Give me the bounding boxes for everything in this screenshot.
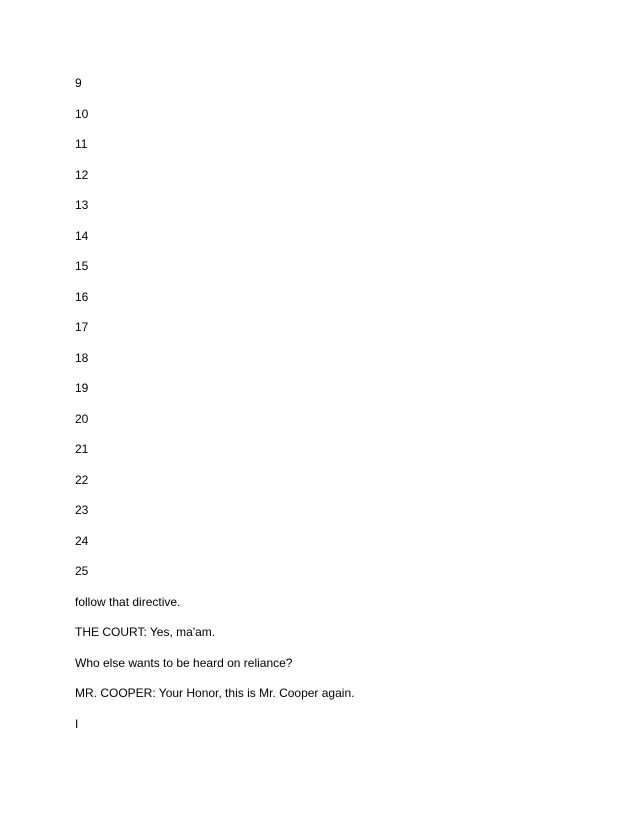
line-number-9: 9: [75, 76, 82, 90]
line-number-20: 20: [75, 412, 89, 426]
line-number-21: 21: [75, 442, 89, 456]
transcript-text-line: I: [75, 717, 79, 731]
line-number-22: 22: [75, 473, 89, 487]
line-number-17: 17: [75, 320, 89, 334]
line-number-12: 12: [75, 168, 89, 182]
transcript-text-line: Who else wants to be heard on reliance?: [75, 656, 293, 670]
line-number-25: 25: [75, 564, 89, 578]
line-number-11: 11: [75, 137, 88, 151]
transcript-text-line: follow that directive.: [75, 595, 181, 609]
line-number-18: 18: [75, 351, 89, 365]
line-number-24: 24: [75, 534, 89, 548]
transcript-text-line: MR. COOPER: Your Honor, this is Mr. Cooper again.: [75, 686, 355, 700]
line-number-15: 15: [75, 259, 89, 273]
line-number-19: 19: [75, 381, 89, 395]
line-number-10: 10: [75, 107, 89, 121]
transcript-text-line: THE COURT: Yes, ma'am.: [75, 625, 216, 639]
line-number-23: 23: [75, 503, 89, 517]
line-number-14: 14: [75, 229, 89, 243]
line-number-16: 16: [75, 290, 89, 304]
line-number-13: 13: [75, 198, 89, 212]
